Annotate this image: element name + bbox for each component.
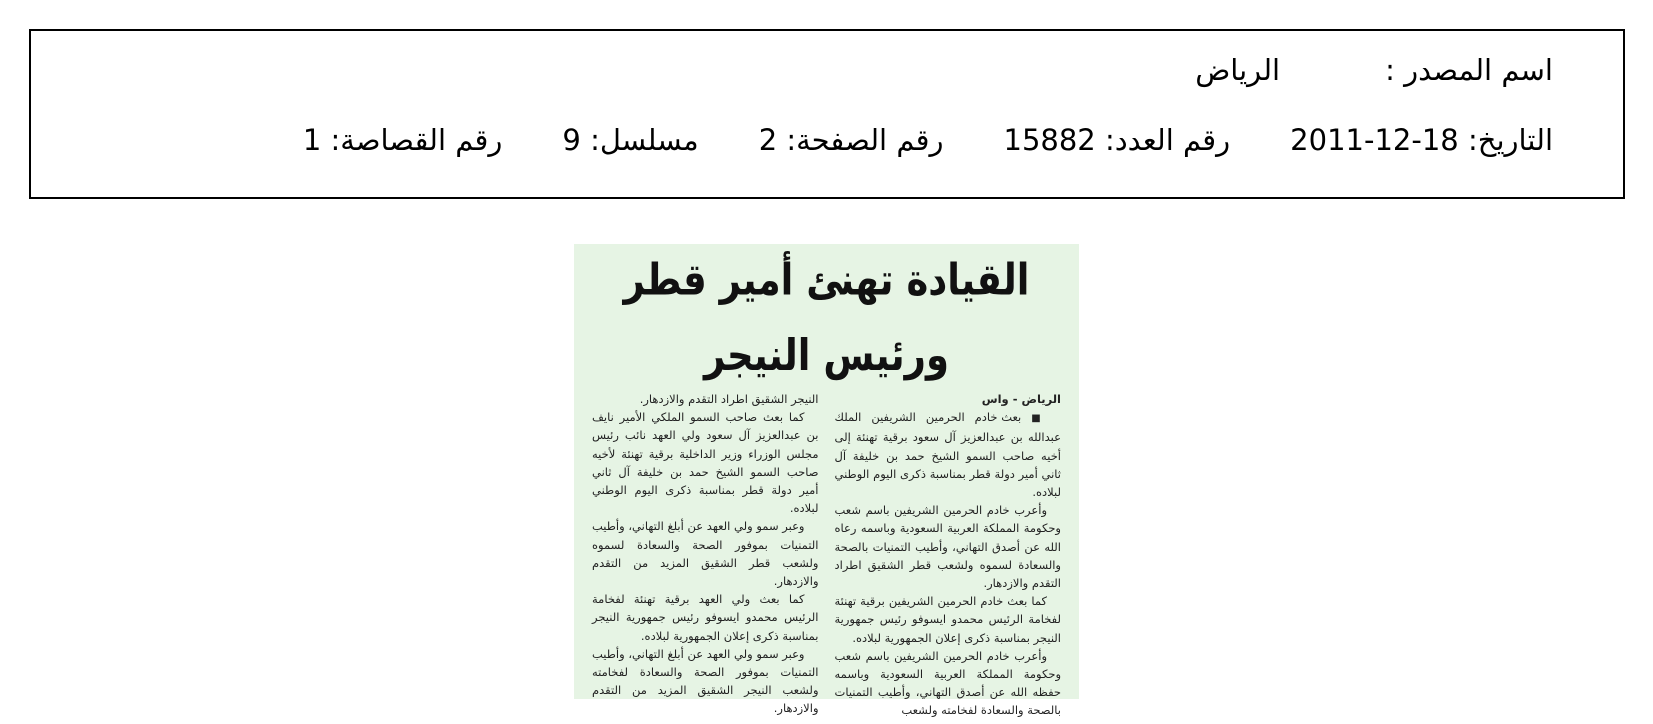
details-row (303, 123, 1553, 157)
issue-label: رقم العدد: (1104, 123, 1231, 157)
article-paragraph: وأعرب خادم الحرمين الشريفين باسم شعب وحكومة المملكة العربية السعودية وباسمه حفظه الله عن أصدق التهاني، وأطيب التمنيات بالصحة والسعادة لفخامته ولشعب (834, 648, 1061, 718)
article-columns (592, 390, 1061, 720)
date-field (1290, 123, 1553, 157)
article-column-left (592, 390, 819, 720)
article-paragraph: وعبر سمو ولي العهد عن أبلغ التهاني، وأطيب التمنيات بموفور الصحة والسعادة لفخامته ولشعب النيجر الشقيق المزيد من التقدم والازدهار. (592, 646, 819, 716)
bullet-icon: ■ (1031, 413, 1048, 425)
newspaper-clipping (574, 244, 1079, 718)
serial-label: مسلسل: (590, 123, 699, 157)
article-paragraph: كما بعث صاحب السمو الملكي الأمير نايف بن عبدالعزيز آل سعود ولي العهد نائب رئيس مجلس الوزراء وزير الداخلية برقية تهنئة لأخيه صاحب السمو الشيخ حمد بن خليفة آل ثاني أمير دولة قطر بمناسبة ذكرى اليوم الوطني لبلاده. (592, 410, 819, 516)
clip-field (303, 123, 503, 157)
article-paragraph: كما بعث ولي العهد برقية تهنئة لفخامة الرئيس محمدو ايسوفو رئيس جمهورية النيجر بمناسبة ذكرى إعلان الجمهورية لبلاده. (592, 592, 819, 643)
article-column-right (835, 390, 1062, 720)
source-row (1195, 53, 1553, 87)
article-paragraph: النيجر الشقيق اطراد التقدم والازدهار. (639, 392, 819, 406)
page-value: 2 (758, 123, 778, 157)
issue-field (1004, 123, 1231, 157)
article-paragraph: كما بعث خادم الحرمين الشريفين برقية تهنئة لفخامة الرئيس محمدو ايسوفو رئيس جمهورية النيجر بمناسبة ذكرى إعلان الجمهورية لبلاده. (834, 594, 1061, 645)
page-field (759, 123, 944, 157)
date-label: التاريخ: (1467, 123, 1553, 157)
serial-field (562, 123, 698, 157)
source-value: الرياض (1195, 53, 1281, 87)
issue-value: 15882 (1003, 123, 1096, 157)
article-paragraph: وأعرب خادم الحرمين الشريفين باسم شعب وحكومة المملكة العربية السعودية وباسمه رعاه الله عن أصدق التهاني، وأطيب التمنيات بالصحة والسعادة لسموه ولشعب قطر الشقيق اطراد التقدم والازدهار. (834, 503, 1061, 591)
page-label: رقم الصفحة: (786, 123, 944, 157)
serial-value: 9 (562, 123, 581, 157)
clip-value: 1 (302, 123, 322, 157)
clip-label: رقم القصاصة: (330, 123, 503, 157)
article-dateline: الرياض - واس (981, 392, 1061, 406)
article-headline: القيادة تهنئ أمير قطر ورئيس النيجر (623, 254, 1030, 381)
date-value: 18-12-2011 (1290, 123, 1459, 157)
article-paragraph: ■ بعث خادم الحرمين الشريفين الملك عبدالله بن عبدالعزيز آل سعود برقية تهنئة إلى أخيه صاحب السمو الشيخ حمد بن خليفة آل ثاني أمير دولة قطر بمناسبة ذكرى اليوم الوطني لبلاده. (834, 410, 1061, 500)
source-info-box (29, 29, 1625, 199)
source-label: اسم المصدر : (1385, 53, 1553, 87)
article-paragraph: وعبر سمو ولي العهد عن أبلغ التهاني، وأطيب التمنيات بموفور الصحة والسعادة لسموه ولشعب قطر الشقيق المزيد من التقدم والازدهار. (592, 519, 819, 589)
